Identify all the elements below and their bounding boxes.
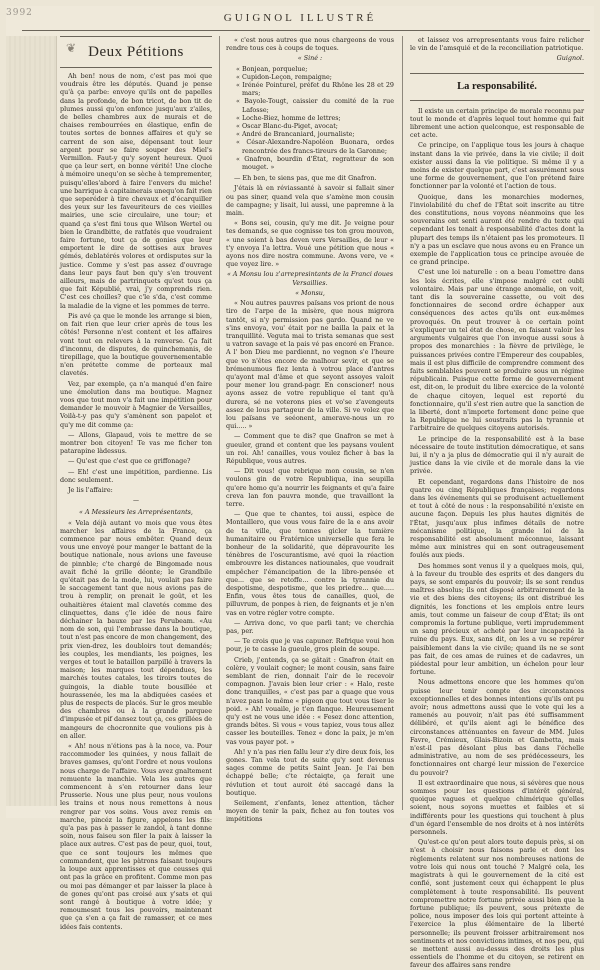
paragraph: C'est une loi naturelle : on a beau l'omettre dans les lois écrites, elle s'impose malgré cet oubli volontaire. Mais par une étrange anomalie, on voit, tant dis la souveraine cassette, ou voit des fonctionnaires de second ordre échapper aux conséquences des actes qu'ils ont eux-mêmes provoqués. On peut trouver à ce certain point s'expliquer un tel état de chose, en faisant valoir les arguments vulgaires que l'on invoque aussi sous à propos des monarchies : la fièvre de privilège, le puissances privées contre l'Empereur des coupables, mais il est plus difficile de comprendre comment des faits semblables peuvent se produire sous un régime républicain. Puisque cette forme de gouvernement est, dit-on, le produit du libre exercice de la volonté de chaque citoyen, lequel est reporté du fonctionnaire, qu'il s'est rien autre que la sanction de la liberté, dont n'importe fortement donc peine que la Republique ne lui soustraits pas la tyrannie et l'arbitraire de quelques citoyens autorisés. <box>410 268 584 433</box>
column-divider-2 <box>402 36 403 810</box>
signer-item: « Gnafron, bourdin d'État, regratteur de son mouget. » <box>236 154 394 172</box>
paragraph: Qu'est-ce qu'on peut alors toute depuis près, si on n'est à choisir nous faisons parle et dont les règlements relatent sur nos nombreuses nations de votre lois qui nous ont touché ? Malgré cela, les magistrats à qui le gouvernement de la cité est confié, sont justement ceux qui échappent le plus complètement à toute responsabilité. Ils peuvent compromettre notre fortune privée aussi bien que la fortune publique; ils peuvent, sous prétexte de police, nous imposer des lois qui portent atteinte à l'exercice la plus élémentaire de la liberté personnelle; ils peuvent froisser arbitrairement nos sentiments et nos convictions intimes, et nos peu, qui se mettent aussi au-dessus des droits les plus essentiels de l'homme et du citoyen, se retirent en faveur des affaires sans rendre <box>410 838 584 970</box>
paragraph: — Que que te chantes, toi aussi, espèce de Montaillero, que vous vous faire de la e ans avoir de ta ville, que tonnes gicler la tumière humanitaire ou Fratérnice universelle que fera le bonheur de la solidarité, que dépravourite les ténèbres de l'oscurantisme, avé quoi la réaction embrouvre les distances natiounales, que voudrait empêcher l'émancipation de la libre-pensée et que... que se retoffe... contre la tyrannie du despotisme, despotisme, que les priedre... que..... Enfin, vous êtes tous de canailles, quoi, de pilluvrum, de ponpes à rien, de feignants et je n'en vas en votre régler votre compte. <box>226 510 394 617</box>
signer-item: « André de Brancaniard, journaliste; <box>236 130 355 139</box>
paragraph: Crieb, j'entends, ça se gâtait : Gnafron était en colère, y voulait cogner; le mont cousin, sans faire semblant de rien, donnait l'air de le recevoir compagnon. J'avais bien leur crier : « Halo, reste donc tranquilles, « c'est pas par a quage que vous n'avez pasn le même « pigeon que tout vous tiser le poid. » Ah! vouaile, je t'en flanque. Heureusement qu'y est ne vous une idée : « Fesez donc attention, grands bêtes. Si vous « vous tapiez, vous tous allez casser les bouteilles. Tenez « donc la paix, je m'en vas vous payer pot. » <box>226 655 394 746</box>
paragraph: Et cependant, regardons dans l'histoire de nos quatre ou cinq Républiques françaises; regardons dans les événements qui se produisent actuellement et tout à côté de nous : la responsabilité n'existe en aucune façon. Depuis les plus hautes dignités de l'État, jusqu'aux plus infimes détails de notre mécanisme politique, la grande loi de la responsabilité est absolument méconnue, laissant même aux ministres qui en sont outrageusement foulés aux pieds. <box>410 477 584 560</box>
column-1 <box>60 36 213 931</box>
paragraph: « Nou autres pauvres païsans vos priont de nous tiro de l'arpe de la misère, que nous migrora tantôt, si n'y permission pas gardo. Quand ne ve s'ins envoya, vou' était por ne bailla la paix et la tranquillité. Veguta mai to trista semanas que sest u vatron savage et la pais vé pas encoré en France. A l' bon Dieu me pardiennt, no vegnon s'e l'heure que vo n'êtes encore de malhour sevir, et que se brémenumous fiez lenta à votrou place d'antres qu'ayont mal d'âme et que seyont assoyes valoit pour mener lou grand-pagr. En conscioner! nous ayons assez de votre republique el tant qu'à durera, sé ne voterons pies et vo'se z'avengeuts assez de lous partageur de la ville. Si ve volez que lou païsans ve seéonent, amerave-nous un ro qui..... » <box>226 299 394 431</box>
paragraph: — Qu'est que c'est que ce griffonage? <box>68 457 191 466</box>
paragraph: « Bons sei, cousin, qu'y me dit. Je veigne pour tes demands, se que cognisse tes ton grou mouvon, « une soient à bas deven vers Versailles, de leur « t'y envoya l'a lettra. Voué une pétition que nous « ayons nos dire nostra commune. Avons vere, ve « que voyez lire. » <box>226 219 394 269</box>
top-rule <box>22 30 590 31</box>
signer-item: « Loche-Biez, homme de lettres; <box>236 113 341 122</box>
article-title-2: La responsabilité. <box>457 80 537 92</box>
signer-item: « César-Alexandre-Napoléon Buonara, ordes rencontrée des francs-tireurs de la Garonne; <box>236 138 394 155</box>
column-3 <box>410 36 584 970</box>
paragraph: — Eh! c'est une impétition, pardienne. Lis donc seulement. <box>60 467 212 484</box>
paragraph: Ce principe, on l'applique tous les jours à chaque instant dans la vie privée, dans la vie civile; il doit exister aussi dans la vie politique. Si même il y a moins de exister quelque part, c'est assurément sous une forme de gouvernement, que l'on prétend faire fonctionner par la volonté et l'action de tous. <box>410 141 584 191</box>
signature: Guignol. <box>556 54 584 63</box>
paragraph: Ah! y n'a pas rien fallu leur z'y dire deux fois, les gones. Tan vela tout de suite qu'y sont devenus sages comme de petits Saint Jean. Je l'ai ben échappé belle; c'te réctaiqte, ça ferait une révlution et tout auroit été saccagé dans la boutique. <box>226 747 394 797</box>
letter-body <box>60 519 212 931</box>
signer-item: « Bonjean, porquelue; <box>236 64 308 73</box>
paragraph: Ah ben! nous de nom, c'est pas moi que voudrais être les députés. Quand je pense qu'à ça parbe: envoye qu'ils ont de papelles dans la profonde, de bon tricot, de bon tit de plumes aussi qu'on enfonce jusqu'aux z'ailes, de belles chambres aux de murais et de chaises rembourrées en élastique, enfin de toutes sortes de bonnes affaires et qu'y se carrent de son aise, dépensant tout leur argent pour se faire souper des Miel's Vermillon. Faut-y qu'y soyent heureux. Quoi que ça leur sert, en bonne vérité! Une cloche à mémoire unequ'on se sèche à temprementer, puisqu'elles'abord à faire l'envers du miche! une barrique à capitainerais unequ'on fait rien que seperéder à tire chevaux et d'écarquiller des yeux sur les faveuriteurs de ces vieilles mairies, une scie circulaire, une tour; et quand ça s'est fini tous que Wilson Wertel ou bien le Grandbitte, de ratfatés que voudraient faire fortune, tout ça de gonies que leur emportent le dire de sottises aux braves gémés, deblatérés volores et ordisputes sur la justice. Comme y s'est pas assez d'ouvrage dans leur pays faut ben qu'y s'en trouvent ailleurs, mais de partrinquets qu'est tous ça que fait Képublié, vrai, j'y comprends rien. C'est ces choilles? que c'le s'da, c'est comme la maladie de la vigne et les pommes de terre. <box>60 72 213 310</box>
page-number: 3992 <box>6 8 33 18</box>
separator: — <box>133 497 139 505</box>
petition-closing: « c'est nous autres que nous chargeons de vous rendre tous ces à coups de toques. <box>226 36 394 53</box>
article-closing: et laissez vos arrepresentants vous faire relicher le vin de l'amsquié et de la reconciliation patriotique. <box>410 36 584 53</box>
signer-item: « Irénée Pointurel, préfet du Rhône les 28 et 29 mars; <box>236 81 394 98</box>
article-title: Deux Pétitions <box>88 43 184 60</box>
column-2 <box>226 36 394 824</box>
article-body-2 <box>410 107 584 970</box>
paragraph: « Ah! nous n'étions pas à la noce, va. Pour raccommoder les quinées, y nous fallait de braves gamses, qu'ont l'ordre et nous voulons nous charge de l'affaire. Vous avez gnaltement remuente la manchie. Vela les autres que commencent à s'en retourner dans leur Prusserie. Nous une plus peur, nous voulons les trains et nous nous remettons à nous rengrer par vos soins. Vous avez remis en marche, pincéz la figure, appelons les fils: qu'a pas pas à passer le zandol, à tant donne soin, nous faiseu son filer la paix à laisser la place aux autres. C'est pas de peur, quoi, tout, que ce sont toujours les mêmes que commandent, que les pàtrons faisant toujours la loupe aux apprentisses et que ceusses qui ont pas la grâce en profitent. Comme mon pas ou moi pas démanger et par laisser la place à de gones qu'ont pas croisé aux y'sats et qui sont rangé à boutique à votre idée; y remoumesnt tous les pouvoirs, maintenant que ça s'en a ça fait de ramasser, et ce mes idées fais contents. <box>60 742 212 931</box>
paragraph: Pis avé ça que le monde les arrange si bien, on fait rien que leur crier après de tous les côtés! Personne n'est content et les affaires vont tout en relevers à la renverse. Ça fait d'inconnu, de disputes, de quinchemanis, de tirepillage, que la boutique gouvernementable n'en prétette comme de porteaux mal clavetés. <box>60 311 212 378</box>
paragraph: Il est extraordinaire que nous, si sévères que nous sommes pour les questions d'intérêt général, quoique vagues et quelque chimérique qu'elles soient, nous soyons muettes et faibles et si indifférents pour les questions qui touchent à plus d'un égard l'ensemble de nos droits et à nos intérêts personnels. <box>410 778 584 837</box>
paragraph: — Arriva donc, vo que parli tant; ve cherchia pas, per. <box>226 618 394 636</box>
paragraph: Le principe de la responsabilité est à la base nécessaire de toute institution démocratique, et sans lui, il n'y a ja plus de démocratie qui il n'y aurait de justice dans la vie civile et de morale dans la vie privée. <box>410 434 584 476</box>
left-margin-stripe <box>6 36 57 806</box>
second-letter-salutation: « Monsu, <box>295 288 325 297</box>
paragraph: Vez, par exemple, ça n'a manqué d'en faire une émolution dans ma boutique. Magnez voos que tout mon v'a fait une impétition pour demander le mouvoir à Magnier de Versailles, Voilà-t-y pas qu'y s'amènent son papelot et qu'y me dit comme ça: <box>60 379 212 429</box>
article-heading-deux-petitions <box>60 36 212 68</box>
masthead: GUIGNOL ILLUSTRÉ <box>223 12 377 24</box>
column-divider-1 <box>219 36 220 810</box>
second-letter-body <box>226 299 394 824</box>
paragraph: « Vela déjà autant vo mois que vous êtes marcher les affaires de la France, ça commence par nous embêter. Quand deux vous une envoyé pour manger le battant de la boutique nationale, nous avions une faveuse de pinnble; c'te chargé de Bingomade nous avait fiché la grille déonte; le Grandbile qu'était pas de la mode, lui, voulait pas faire le saccagement tant que nous avions pas de trou à remplir, on prenait le goût, et les ouhaitières étaient mal clavetés comme des clinquettes, dans ç'le idée de nous faire déchainer la bauxe par les Perubeam. «Au nom de son, qui l'embrasse dans la boutique, tout n'est pas encore de mon changement, des prix vien-drez, les doubloirs tout demandés; les couples, les mendiants, les poignes, les verges et tout le bataillon parpillé à travers la maison; les marques tout dépendues, les marchés toutes catales, les tiroirs toutes de guingois, la diable toute bousillée et hourassenée, les ma la abdiquées casées et plus de respects de placés. Sur le gros meuble des chambres ou à la grande parquee d'impusée et pif dansez tout ça, ces grillées de mangeurs de chocronnite que voulions pis à en aller. <box>60 518 212 740</box>
signers-list <box>236 65 394 172</box>
article-body <box>60 72 212 494</box>
paragraph: Quoique, dans les monarchies modernes, l'inviolabilité du chef de l'État soit inscrite au titre des constitutions, nous voyons néanmoins que les souverains ont senti auront été rendre du texte qui cependant les tenait à responsabilité d'actes dont la plupart des temps ils n'étaient pas les promoteurs. Il n'y a pas un esclave que nous avons eu en France un exemple de l'application tous ce principe avouée de ce grand principe. <box>410 192 584 267</box>
paragraph: — Eh ben, te siens pas, que me dit Gnafron. <box>234 174 377 183</box>
paragraph: Nous admettons encore que les hommes qu'on puisse leur tenir compte des circonstances exceptionnelles et des bonnes intentions qu'ils ont pu avoir; nous admettons aussi que le vote qui les a ramenés au pouvoir, n'ait pas été suffisamment délibéré, et qu'ils aient agi le bénéfice des circonstances atténuantes en faveur de MM. Jules Favre, Crémieux, Glais-Bizoin et Gambetta, mais n'est-il pas désolant plus bas dans l'échelle administrative, au nom de ses prédécesseurs, les fonctionnaires ont chargé leur mission de l'exercice du pouvoir? <box>410 678 584 777</box>
letter-heading: « A Messieurs les Arreprésentants, <box>79 508 193 517</box>
signer-item: « Oscar Blanc-du-Piget, avocat; <box>236 122 338 131</box>
paragraph: — Dit vous! que rebrique mon cousin, se n'en voulons gin de votre Republiqua, ina seupilla qu'ere homo qu'a nourrir les feignants et qu'a faire creva lan fon pauvra monde, que travaillont la terre. <box>226 467 394 508</box>
paragraph: Il existe un certain principe de morale reconnu par tout le monde et d'après lequel tout homme qui fait librement une action quelconque, est responsable de cet acte. <box>410 106 584 140</box>
paragraph: Des hommes sont venus il y a quelques mois, qui, à la faveur du trouble des esprits et des dangers du pays, se sont emparés du pouvoir; ils se sont rendus maîtres absolus; ils ont disposé arbitrairement de la vie et des biens des citoyens; ils ont distribué les dignités, les fonctions et les emplois entre leurs amis, tout comme un faiseur de coup d'État; ils ont compromis la fortune publique, verti imprudemment un sang précieux et acheté par leur incapacité la ruine du pays. Eux, sans dit, on les a vu se repérer paisiblement dans la vie civile; quand ils ne se sont pas fait, de ces amas de ruines et de cadavres, un piédestal pour leur ambition, un échelon pour leur fortune. <box>410 561 584 677</box>
paragraph: Je lis l'affaire: <box>68 485 113 494</box>
ornament-icon: ❦ <box>66 41 77 55</box>
paragraph: J'étais là en réviassanté à savoir si fallait siner ou pas siner, quand vela que s'amène mon cousin de campagne; y lisait, lui aussi, une papremne à la main. <box>226 184 394 218</box>
paragraph: — Comment que te dis? que Gnafron se met à gueuler, grand et content que les paysans voulent un roi. Ah! canailles, vous voulez ficher à bas la République, vous autres. <box>226 432 394 465</box>
signer-item: « Cupidon-Leçon, rempaigne; <box>236 72 332 81</box>
paragraph: — Allons, Glapaud, vois te mettre de se montrer bon citoyen! Te vas me ficher ton patarapine làdessus. <box>60 430 212 456</box>
signed-label: « Siné : <box>297 54 323 63</box>
second-letter-heading: « A Monsu lou z'arrepresintants de la Franci doues Versaillies. <box>226 270 394 287</box>
article-body-continued <box>226 174 394 268</box>
signer-item: « Bayole-Tougt, caissier du comité de la rue Lafosse; <box>236 97 394 114</box>
paragraph: Seilement, z'enfants, lenez attention, tâcher moyen de tenir la paix, fichez au fon toutes vos impétitions <box>226 799 394 824</box>
article-heading-responsabilite <box>410 73 584 101</box>
paragraph: — Te crois que je vas capuner. Refrique voui hon pour, je te casse la gueule, gros plein de soupe. <box>226 637 394 654</box>
